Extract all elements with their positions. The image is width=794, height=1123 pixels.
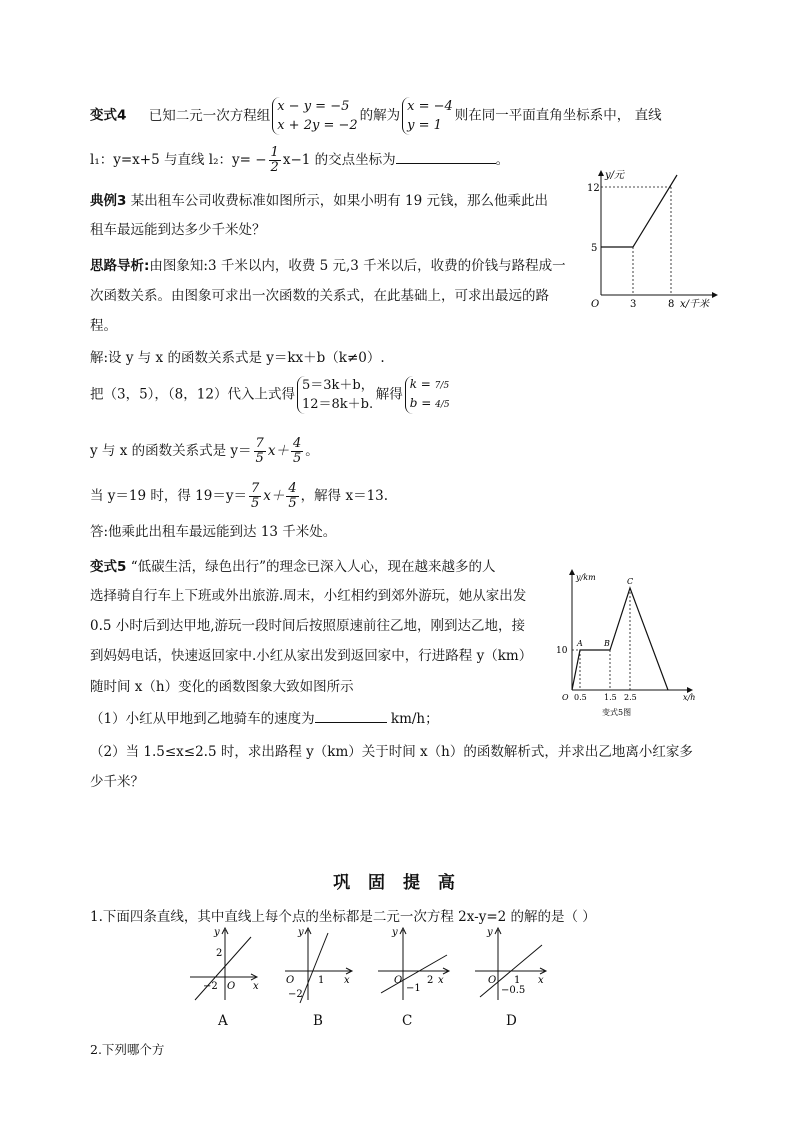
f-num-2: 7 [250, 481, 260, 496]
example3-system [297, 376, 374, 414]
k-den: 5 [443, 381, 450, 391]
example3-sol2 [90, 376, 452, 414]
v5-xlabel: x/h [683, 693, 696, 702]
variant4-sol2: y = 1 [407, 118, 442, 133]
variant4-eq1: x − y = −5 [277, 99, 350, 114]
point-c: C [627, 577, 634, 586]
hint-label: 思路导析: [90, 258, 150, 274]
d-ylabel: y [487, 927, 493, 938]
v5-l1: “低碳生活，绿色出行”的理念已深入人心，现在越来越多的人 [130, 559, 496, 575]
variant5-q1 [90, 707, 439, 727]
point-a: A [577, 639, 583, 648]
example3-sol4 [90, 482, 388, 511]
variant5-l3: 0.5 小时后到达甲地,游玩一段时间后按照原速前往乙地，刚到达乙地，接 [90, 618, 526, 634]
variant5-q2b: 少千米？ [90, 774, 144, 790]
tick-3: 3 [630, 299, 637, 310]
v5-origin: O [562, 693, 569, 702]
v5-tick-10: 10 [556, 646, 568, 656]
variant4-label: 变式4 [90, 107, 127, 124]
k-eq: k = [409, 377, 435, 391]
ylabel: y/元 [605, 170, 625, 181]
tick-5: 5 [591, 243, 598, 254]
c-origin: O [394, 975, 403, 986]
sol3-end: 。 [305, 443, 319, 459]
sol3-frac1 [254, 437, 266, 466]
f-den-2: 5 [250, 496, 260, 511]
variant5-l1 [90, 555, 496, 575]
b-xlabel: x [344, 975, 350, 986]
v5-ylabel: y/km [576, 573, 596, 582]
f-den: 5 [255, 451, 264, 466]
variant4-fraction [269, 146, 281, 175]
option-b-label[interactable]: B [313, 1013, 323, 1029]
example3-q1-text: 某出租车公司收费标准如图所示，如果小明有 19 元钱，那么他乘此出 [130, 193, 548, 209]
k-num: 7 [434, 381, 441, 391]
b-ylabel: y [298, 927, 304, 938]
c-ylabel: y [392, 927, 398, 938]
frac-num: 1 [270, 145, 279, 160]
v5-route-line [572, 588, 668, 690]
b-tick-1: 1 [318, 975, 325, 986]
taxi-fare-graph [585, 165, 725, 310]
example3-hint1 [90, 254, 566, 274]
variant5-l4: 到妈妈电话，快速返回家中.小红从家出发到返回家中，行进路程 y（km） [90, 648, 533, 664]
frac-den: 2 [270, 160, 279, 175]
variant5-l2: 选择骑自行车上下班或外出旅游.周末，小红相约到郊外游玩，她从家出发 [90, 588, 527, 604]
option-b-graph[interactable] [280, 925, 355, 1010]
c-tick-m1: −1 [406, 983, 421, 994]
variant4-text3: 则在同一平面直角坐标系中， 直线 [454, 107, 662, 124]
variant4-system [272, 97, 357, 135]
option-d-graph[interactable] [470, 925, 550, 1010]
sol2b: 解得 [375, 386, 403, 403]
a-tick-2: 2 [216, 948, 223, 959]
v5-tick-25: 2.5 [624, 693, 637, 702]
sol4-frac1 [249, 482, 261, 511]
sol4-frac2 [286, 482, 298, 511]
variant4-l2-tail: x−1 的交点坐标为 [282, 152, 396, 168]
g-den-2: 5 [288, 496, 297, 511]
option-a-label[interactable]: A [218, 1013, 228, 1029]
f-num: 7 [255, 436, 264, 451]
b-num: 4 [435, 400, 441, 410]
variant4-line2 [90, 146, 509, 175]
q1-text: 1.下面四条直线，其中直线上每个点的坐标都是二元一次方程 2x-y=2 的解的是（ ） [90, 909, 596, 925]
d-tick-m05: −0.5 [501, 985, 526, 996]
hint1-text: 由图象知:3 千米以内，收费 5 元,3 千米以后，收费的价钱与路程成一 [149, 258, 566, 274]
example3-hint2: 次函数关系。由图象可求出一次函数的关系式，在此基础上，可求出最远的路 [90, 288, 549, 304]
example3-q1 [90, 189, 548, 209]
xlabel: x/千米 [680, 299, 710, 310]
v5-caption: 变式5图 [602, 708, 632, 717]
v5-tick-05: 0.5 [574, 693, 587, 702]
example3-sol1: 解:设 y 与 x 的函数关系式是 y＝kx＋b（k≠0）. [90, 350, 385, 366]
sol4-plus: x＋ [263, 488, 285, 504]
b-den: 5 [443, 400, 450, 410]
q2-text: 2.下列哪个方 [90, 1042, 165, 1057]
d-tick-1: 1 [514, 975, 521, 986]
point-b: B [604, 639, 610, 648]
variant4-text2: 的解为 [359, 107, 401, 124]
option-c-graph[interactable] [373, 925, 453, 1010]
option-c-label[interactable]: C [402, 1013, 413, 1029]
tick-12: 12 [587, 183, 600, 194]
a-origin: O [227, 981, 236, 992]
a-tick-m2: −2 [203, 981, 218, 992]
g-num: 4 [292, 436, 302, 451]
d-xlabel: x [538, 975, 544, 986]
example3-q2: 租车最远能到达多少千米处？ [90, 222, 266, 238]
option-b-line [300, 933, 328, 1003]
variant5-q2: （2）当 1.5≤x≤2.5 时，求出路程 y（km）关于时间 x（h）的函数解析式，并求出乙地离小红家多 [90, 744, 693, 760]
sys-e2: 12＝8k＋b. [301, 397, 374, 412]
v5-tick-15: 1.5 [604, 693, 617, 702]
sol2a: 把（3，5），（8，12）代入上式得 [90, 386, 295, 403]
g-den: 5 [292, 451, 302, 466]
c-tick-2: 2 [427, 975, 434, 986]
variant4-eq2: x + 2y = −2 [277, 118, 358, 133]
variant5-label: 变式5 [90, 559, 127, 575]
option-a-graph[interactable] [185, 925, 260, 1010]
variant4-text1: 已知二元一次方程组 [148, 107, 271, 124]
variant5-speed-blank[interactable] [315, 722, 387, 723]
example3-kb-solution: k = 7/5 b = 4/5 [405, 376, 450, 414]
v5-q1b: km/h； [390, 711, 439, 727]
a-xlabel: x [253, 981, 259, 992]
example3-sol3 [90, 437, 319, 466]
variant4-end: 。 [495, 152, 510, 168]
sol4a: 当 y＝19 时，得 19＝y＝ [90, 488, 247, 504]
sol3-frac2 [291, 437, 303, 466]
tick-8: 8 [668, 299, 675, 310]
origin: O [591, 299, 600, 310]
variant4-sol1: x = −4 [407, 99, 453, 114]
sys-e1: 5＝3k＋b， [301, 378, 374, 393]
v5-q1a: （1）小红从甲地到乙地骑车的速度为 [90, 711, 315, 727]
example3-hint3: 程。 [90, 318, 117, 334]
variant4-solution [402, 97, 453, 135]
b-origin: O [286, 975, 295, 986]
section-title: 巩 固 提 高 [333, 873, 461, 893]
fare-line [601, 175, 677, 247]
d-origin: O [488, 975, 497, 986]
example3-label: 典例3 [90, 193, 127, 209]
variant4-l1: l₁：y=x+5 与直线 l₂：y= − [90, 152, 267, 168]
g-num-2: 4 [288, 481, 297, 496]
c-xlabel: x [438, 975, 444, 986]
variant5-l5: 随时间 x（h）变化的函数图象大致如图所示 [90, 679, 354, 695]
sol4-end: ，解得 x＝13. [300, 488, 389, 504]
b-eq: b = [409, 396, 436, 410]
b-tick-m2: −2 [288, 989, 303, 1000]
variant4-line1 [90, 97, 662, 135]
sol3a: y 与 x 的函数关系式是 y＝ [90, 443, 252, 459]
variant4-answer-blank[interactable] [396, 163, 496, 164]
example3-answer: 答:他乘此出租车最远能到达 13 千米处。 [90, 524, 337, 540]
distance-time-graph [550, 560, 700, 720]
sol3-plus: x＋ [267, 443, 289, 459]
a-ylabel: y [214, 927, 220, 938]
option-d-label[interactable]: D [506, 1013, 517, 1029]
